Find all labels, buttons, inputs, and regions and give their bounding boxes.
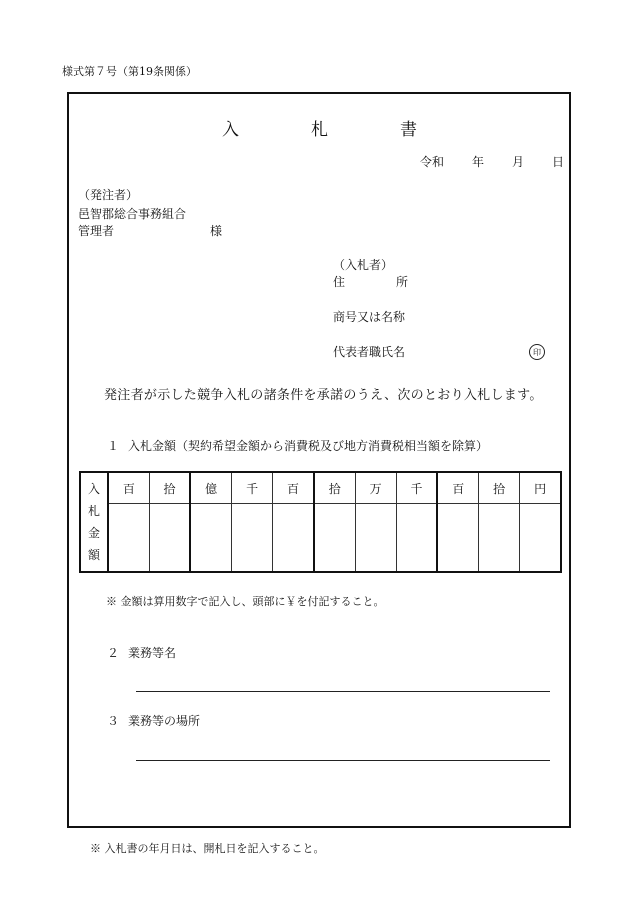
date-year: 年 bbox=[472, 155, 485, 169]
unit-header: 億 bbox=[190, 472, 231, 504]
amount-row-label: 入 札 金 額 bbox=[80, 472, 108, 572]
addressee-org: 邑智郡総合事務組合 bbox=[78, 207, 187, 221]
amount-note: ※ 金額は算用数字で記入し、頭部に￥を付記すること。 bbox=[106, 595, 385, 608]
bidder-address-label-b: 所 bbox=[396, 275, 409, 289]
section3-title: 業務等の場所 bbox=[128, 714, 201, 728]
amount-digit-cell[interactable] bbox=[396, 504, 437, 573]
unit-header: 百 bbox=[273, 472, 314, 504]
title-char-3: 書 bbox=[400, 120, 418, 140]
unit-header: 百 bbox=[108, 472, 149, 504]
bidder-representative-label: 代表者職氏名 bbox=[333, 345, 406, 359]
amount-digit-cell[interactable] bbox=[520, 504, 561, 573]
unit-header: 拾 bbox=[479, 472, 520, 504]
unit-header: 千 bbox=[232, 472, 273, 504]
section2-number: ２ bbox=[107, 646, 120, 660]
date-month: 月 bbox=[512, 155, 525, 169]
bidder-address-label-a: 住 bbox=[333, 275, 346, 289]
amount-digit-cell[interactable] bbox=[108, 504, 149, 573]
business-name-line[interactable] bbox=[136, 691, 550, 692]
amount-digit-cell[interactable] bbox=[437, 504, 478, 573]
amount-digit-cell[interactable] bbox=[314, 504, 355, 573]
unit-header: 拾 bbox=[314, 472, 355, 504]
footer-note: ※ 入札書の年月日は、開札日を記入すること。 bbox=[90, 842, 325, 855]
title-char-1: 入 bbox=[222, 120, 240, 140]
section3-number: ３ bbox=[107, 714, 120, 728]
section1-number: １ bbox=[107, 439, 120, 453]
unit-header: 拾 bbox=[149, 472, 190, 504]
form-number: 様式第７号（第19条関係） bbox=[62, 65, 197, 78]
date-day: 日 bbox=[552, 155, 565, 169]
amount-digit-cell[interactable] bbox=[190, 504, 231, 573]
unit-header: 百 bbox=[437, 472, 478, 504]
amount-digit-cell[interactable] bbox=[232, 504, 273, 573]
amount-digit-cell[interactable] bbox=[273, 504, 314, 573]
unit-header: 千 bbox=[396, 472, 437, 504]
bid-amount-table bbox=[79, 471, 562, 573]
amount-digit-cell[interactable] bbox=[149, 504, 190, 573]
addressee-role: 管理者 bbox=[78, 224, 115, 238]
bidder-label: （入札者） bbox=[333, 258, 394, 272]
section1-title: 入札金額（契約希望金額から消費税及び地方消費税相当額を除算） bbox=[128, 439, 489, 453]
business-location-line[interactable] bbox=[136, 760, 550, 761]
bidder-company-label: 商号又は名称 bbox=[333, 310, 406, 324]
date-era: 令和 bbox=[420, 155, 445, 169]
amount-digit-cell[interactable] bbox=[355, 504, 396, 573]
unit-header: 万 bbox=[355, 472, 396, 504]
section2-title: 業務等名 bbox=[128, 646, 177, 660]
unit-header: 円 bbox=[520, 472, 561, 504]
title-char-2: 札 bbox=[311, 120, 329, 140]
addressee-label: （発注者） bbox=[78, 188, 139, 202]
addressee-honorific: 様 bbox=[210, 224, 223, 238]
bid-statement: 発注者が示した競争入札の諸条件を承諾のうえ、次のとおり入札します。 bbox=[104, 388, 543, 403]
amount-digit-cell[interactable] bbox=[479, 504, 520, 573]
seal-mark: 印 bbox=[529, 344, 545, 360]
